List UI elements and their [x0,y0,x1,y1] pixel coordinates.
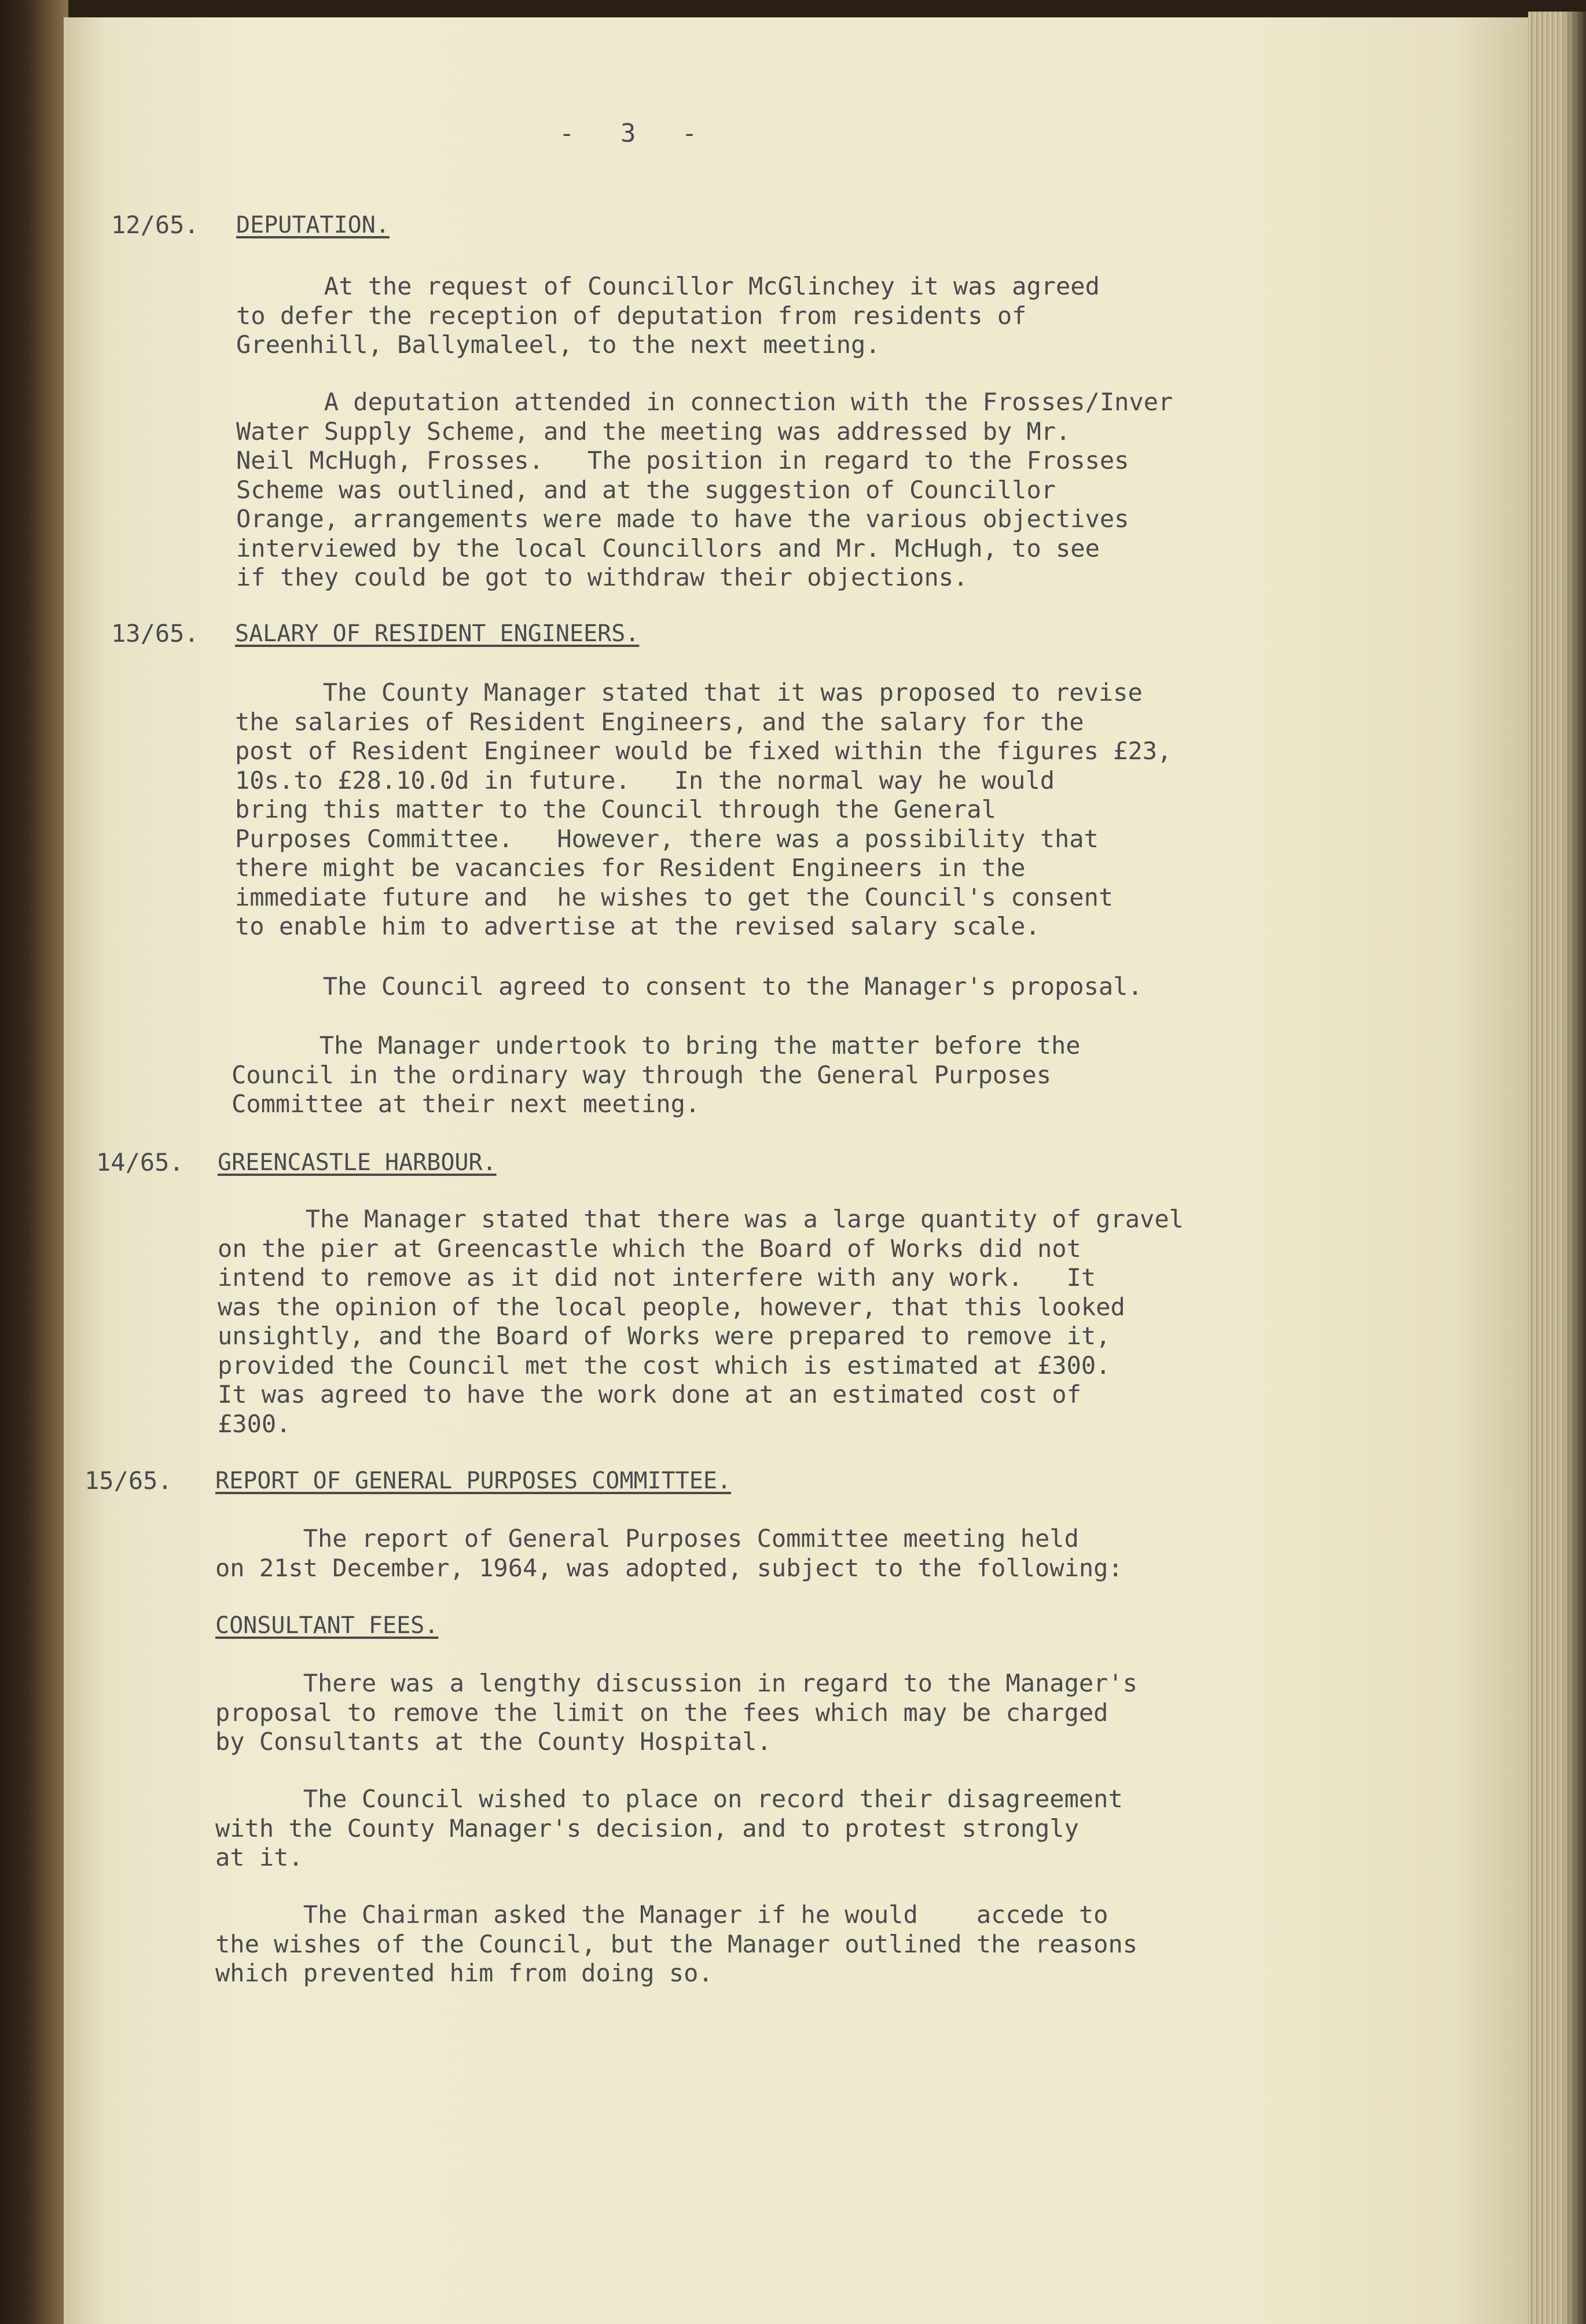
section-heading: SALARY OF RESIDENT ENGINEERS. [235,620,640,647]
paragraph: At the request of Councillor McGlinchey it was agreed to defer the reception of deputation from residents of Greenhill, Ballymaleel, to the next meeting. [236,272,1100,359]
section-heading: GREENCASTLE HARBOUR. [218,1149,497,1176]
section-heading: DEPUTATION. [236,212,390,238]
book-binding [0,0,68,2324]
paragraph: A deputation attended in connection with the Frosses/Inver Water Supply Scheme, and the meeting was addressed by Mr. Neil McHugh, Frosses. The position in regard to the Frosses Scheme was outlined, and at the suggestion of Councillor Orange, arrangements were made to have the various objectives interviewed by the local Councillors and Mr. McHugh, to see if they could be got to withdraw their objections. [236,388,1173,591]
section-number: 13/65. [111,619,199,648]
sub-heading: CONSULTANT FEES. [215,1612,439,1639]
section-number: 12/65. [111,211,199,239]
paragraph: The Council agreed to consent to the Manager's proposal. [235,972,1143,1001]
paragraph: The Manager stated that there was a large quantity of gravel on the pier at Greencastle which the Board of Works did not intend to remove as it did not interfere with any work. It was the opinion of the local people, however, that this looked unsightly, and the Board of Works were prepared to remove it, provided the Council met the cost which is estimated at £300. It was agreed to have the work done at an estimated cost of £300. [218,1205,1184,1438]
paragraph: The Council wished to place on record their disagreement with the County Manager's decision, and to protest strongly at it. [215,1785,1123,1871]
paragraph: The Manager undertook to bring the matter before the Council in the ordinary way through the General Purposes Committee at their next meeting. [232,1031,1081,1118]
paragraph: The report of General Purposes Committee meeting held on 21st December, 1964, was adopted, subject to the following: [215,1524,1123,1582]
section-number: 15/65. [85,1466,172,1495]
paragraph: The Chairman asked the Manager if he would accede to the wishes of the Council, but the Manager outlined the reasons which prevented him from doing so. [215,1900,1138,1987]
section-heading: REPORT OF GENERAL PURPOSES COMMITTEE. [215,1468,732,1494]
page-number: - 3 - [559,119,697,148]
page-edges [1528,12,1586,2324]
paragraph: The County Manager stated that it was proposed to revise the salaries of Resident Engineers, and the salary for the post of Resident Engineer would be fixed within the figures £23, 10s.to £28.10.0d in future. In the normal way he would bring this matter to the Council through the General Purposes Committee. However, there was a possibility that there might be vacancies for Resident Engineers in the immediate future and he wishes to get the Council's consent to enable him to advertise at the revised salary scale. [235,678,1172,940]
paragraph: There was a lengthy discussion in regard to the Manager's proposal to remove the limit on the fees which may be charged by Consultants at the County Hospital. [215,1669,1138,1756]
section-number: 14/65. [96,1148,184,1176]
